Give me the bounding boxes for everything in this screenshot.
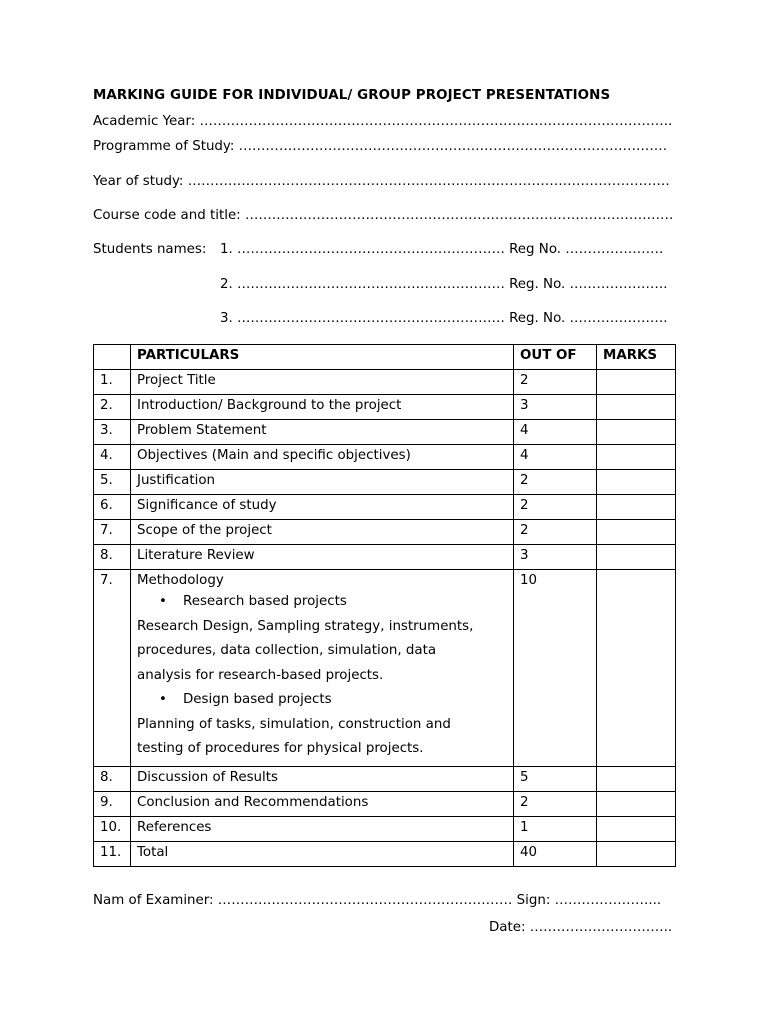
table-row xyxy=(94,766,676,791)
row-number: 10. xyxy=(94,816,131,841)
row-particular: Scope of the project xyxy=(131,520,514,545)
row-out-of: 3 xyxy=(514,395,597,420)
row-number: 8. xyxy=(94,766,131,791)
table-header-row xyxy=(94,345,676,370)
row-number: 7. xyxy=(94,520,131,545)
row-marks-cell[interactable] xyxy=(597,370,676,395)
research-bullet xyxy=(137,590,507,615)
row-particular: Objectives (Main and specific objectives) xyxy=(131,445,514,470)
course-code-field[interactable]: Course code and title: …………………………………………………………………………………… xyxy=(93,208,674,223)
table-row xyxy=(94,445,676,470)
research-bullet-label: Research based projects xyxy=(183,594,347,609)
examiner-sign-line[interactable]: Nam of Examiner: ………………………………………………………… Sign: …………………... xyxy=(93,893,662,908)
row-out-of: 5 xyxy=(514,766,597,791)
student-line-3[interactable]: 3. …………………………………………………… Reg. No. …………………. xyxy=(220,311,668,326)
table-row-methodology xyxy=(94,570,676,767)
row-number: 7. xyxy=(94,570,131,767)
student-line-2[interactable]: 2. …………………………………………………… Reg. No. …………………. xyxy=(220,277,668,292)
table-row xyxy=(94,395,676,420)
row-number: 5. xyxy=(94,470,131,495)
row-marks-cell[interactable] xyxy=(597,545,676,570)
row-marks-cell[interactable] xyxy=(597,816,676,841)
date-line[interactable]: Date: ………………………….. xyxy=(489,920,673,935)
row-particular: Literature Review xyxy=(131,545,514,570)
row-out-of: 2 xyxy=(514,470,597,495)
bullet-icon: • xyxy=(159,594,167,609)
row-particular: References xyxy=(131,816,514,841)
table-row xyxy=(94,791,676,816)
row-out-of: 4 xyxy=(514,420,597,445)
row-marks-cell[interactable] xyxy=(597,841,676,866)
row-particular: Introduction/ Background to the project xyxy=(131,395,514,420)
row-out-of: 10 xyxy=(514,570,597,767)
row-number: 3. xyxy=(94,420,131,445)
research-text-3: analysis for research-based projects. xyxy=(137,667,384,683)
row-marks-cell[interactable] xyxy=(597,570,676,767)
table-row-total xyxy=(94,841,676,866)
row-out-of: 2 xyxy=(514,495,597,520)
row-number: 1. xyxy=(94,370,131,395)
methodology-heading: Methodology xyxy=(137,573,224,588)
row-number: 8. xyxy=(94,545,131,570)
row-out-of: 1 xyxy=(514,816,597,841)
table-row xyxy=(94,545,676,570)
design-text-2: testing of procedures for physical projects. xyxy=(137,741,424,756)
row-out-of: 4 xyxy=(514,445,597,470)
row-out-of: 3 xyxy=(514,545,597,570)
design-bullet-label: Design based projects xyxy=(183,692,332,707)
year-of-study-field[interactable]: Year of study: ……………………………………………………………………………………………… xyxy=(93,174,670,189)
research-text-1: Research Design, Sampling strategy, instruments, xyxy=(137,618,474,634)
row-particular: Justification xyxy=(131,470,514,495)
row-out-of: 2 xyxy=(514,520,597,545)
design-text-1: Planning of tasks, simulation, construction and xyxy=(137,716,451,732)
document-title: MARKING GUIDE FOR INDIVIDUAL/ GROUP PROJECT PRESENTATIONS xyxy=(93,88,611,103)
students-names-label: Students names: xyxy=(93,242,207,257)
programme-field[interactable]: Programme of Study: …………………………………………………………………………………… xyxy=(93,139,668,154)
row-marks-cell[interactable] xyxy=(597,791,676,816)
marking-table xyxy=(93,344,676,867)
row-number: 2. xyxy=(94,395,131,420)
row-marks-cell[interactable] xyxy=(597,766,676,791)
row-particular: Conclusion and Recommendations xyxy=(131,791,514,816)
student-line-1[interactable]: 1. …………………………………………………… Reg No. …………………. xyxy=(220,242,664,257)
row-marks-cell[interactable] xyxy=(597,495,676,520)
row-out-of: 2 xyxy=(514,791,597,816)
table-row xyxy=(94,495,676,520)
row-number: 9. xyxy=(94,791,131,816)
row-number: 4. xyxy=(94,445,131,470)
row-marks-cell[interactable] xyxy=(597,445,676,470)
research-text-2: procedures, data collection, simulation, data xyxy=(137,643,437,658)
row-marks-cell[interactable] xyxy=(597,520,676,545)
header-number xyxy=(94,345,131,370)
row-marks-cell[interactable] xyxy=(597,420,676,445)
row-particular: Significance of study xyxy=(131,495,514,520)
design-bullet xyxy=(137,688,507,713)
table-row xyxy=(94,470,676,495)
row-marks-cell[interactable] xyxy=(597,470,676,495)
table-row xyxy=(94,816,676,841)
row-particular: Discussion of Results xyxy=(131,766,514,791)
academic-year-field[interactable]: Academic Year: ……………………………………………………………………………………………. xyxy=(93,114,673,129)
row-marks-cell[interactable] xyxy=(597,395,676,420)
row-number: 6. xyxy=(94,495,131,520)
bullet-icon: • xyxy=(159,692,167,707)
header-marks: MARKS xyxy=(597,345,676,370)
row-number: 11. xyxy=(94,841,131,866)
table-row xyxy=(94,370,676,395)
header-out-of: OUT OF xyxy=(514,345,597,370)
row-particular: Project Title xyxy=(131,370,514,395)
row-out-of: 40 xyxy=(514,841,597,866)
row-particular: Total xyxy=(131,841,514,866)
header-particulars: PARTICULARS xyxy=(131,345,514,370)
table-row xyxy=(94,420,676,445)
row-particular: Problem Statement xyxy=(131,420,514,445)
table-row xyxy=(94,520,676,545)
methodology-cell xyxy=(131,570,514,767)
row-out-of: 2 xyxy=(514,370,597,395)
